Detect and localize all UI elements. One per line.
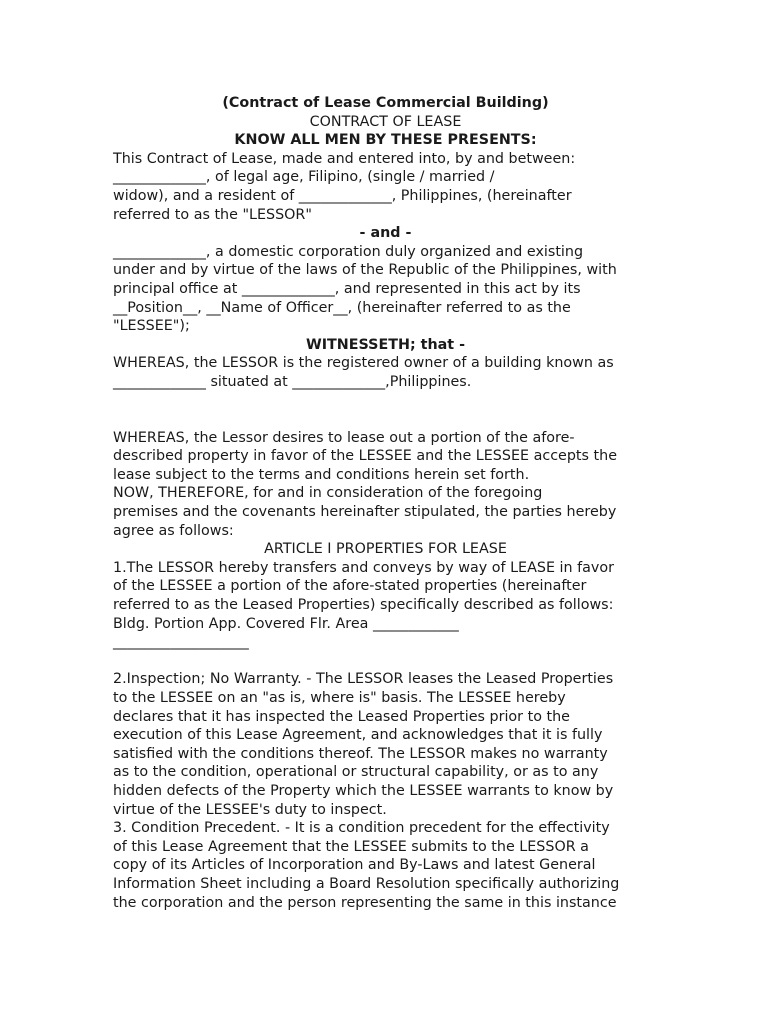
text-line: the corporation and the person representing the same in this instance [113,894,617,911]
document-subtitle: (Contract of Lease Commercial Building) [222,95,549,111]
text-line: principal office at _____________, and represented in this act by its [113,280,581,297]
text-line: execution of this Lease Agreement, and acknowledges that it is fully [113,727,603,744]
blank-spacer [113,410,658,429]
text-line: WHEREAS, the LESSOR is the registered owner of a building known as [113,355,614,372]
text-line: widow), and a resident of _____________, Philippines, (hereinafter [113,187,572,204]
text-line: Information Sheet including a Board Resolution specifically authorizing [113,875,620,892]
text-line: virtue of the LESSEE's duty to inspect. [113,801,387,818]
text-line: lease subject to the terms and conditions herein set forth. [113,466,530,483]
text-line: of the LESSEE a portion of the afore-stated properties (hereinafter [113,578,587,595]
blank-spacer [113,652,658,671]
text-line: copy of its Articles of Incorporation and By-Laws and latest General [113,857,596,874]
intro-paragraph [113,150,658,224]
text-line: premises and the covenants hereinafter stipulated, the parties hereby [113,504,617,521]
text-line: Bldg. Portion App. Covered Flr. Area ____________ [113,615,459,632]
text-line: agree as follows: [113,522,234,539]
text-line: declares that it has inspected the Leased Properties prior to the [113,708,570,725]
text-line: to the LESSEE on an "as is, where is" basis. The LESSEE hereby [113,690,566,706]
whereas-paragraph-2 [113,429,658,541]
know-all-heading: KNOW ALL MEN BY THESE PRESENTS: [234,132,537,149]
text-line: ___________________ [113,634,249,651]
text-line: __Position__, __Name of Officer__, (hereinafter referred to as the [113,299,571,316]
text-line: under and by virtue of the laws of the Republic of the Philippines, with [113,262,617,279]
document-page [113,94,658,912]
text-line: 3. Condition Precedent. - It is a condition precedent for the effectivity [113,820,610,837]
article-1-sections-2-3 [113,670,658,912]
text-line: _____________, a domestic corporation duly organized and existing [113,243,584,260]
text-line: satisfied with the conditions thereof. The LESSOR makes no warranty [113,745,608,762]
text-line: NOW, THEREFORE, for and in consideration of the foregoing [113,485,543,502]
text-line: described property in favor of the LESSEE and the LESSEE accepts the [113,448,617,465]
text-line: referred to as the "LESSOR" [113,206,312,223]
text-line: This Contract of Lease, made and entered into, by and between: [113,150,576,167]
text-line: _____________ situated at _____________,Philippines. [113,373,472,390]
text-line: as to the condition, operational or structural capability, or as to any [113,764,599,781]
lessee-paragraph [113,243,658,336]
article-1-section-1 [113,559,658,652]
article-1-heading: ARTICLE I PROPERTIES FOR LEASE [264,541,507,558]
text-line: 2.Inspection; No Warranty. - The LESSOR leases the Leased Properties [113,671,614,688]
text-line: hidden defects of the Property which the LESSEE warrants to know by [113,782,614,799]
document-title: CONTRACT OF LEASE [309,113,462,130]
text-line: of this Lease Agreement that the LESSEE submits to the LESSOR a [113,838,589,855]
text-line: referred to as the Leased Properties) specifically described as follows: [113,597,614,614]
text-line: WHEREAS, the Lessor desires to lease out a portion of the afore- [113,429,575,446]
text-line: "LESSEE"); [113,318,190,335]
and-separator: - and - [359,225,412,242]
blank-spacer [113,392,658,411]
text-line: _____________, of legal age, Filipino, (single / married / [113,169,495,186]
witnesseth-heading: WITNESSETH; that - [305,336,466,353]
text-line: 1.The LESSOR hereby transfers and conveys by way of LEASE in favor [113,559,614,576]
whereas-paragraph-1 [113,354,658,391]
